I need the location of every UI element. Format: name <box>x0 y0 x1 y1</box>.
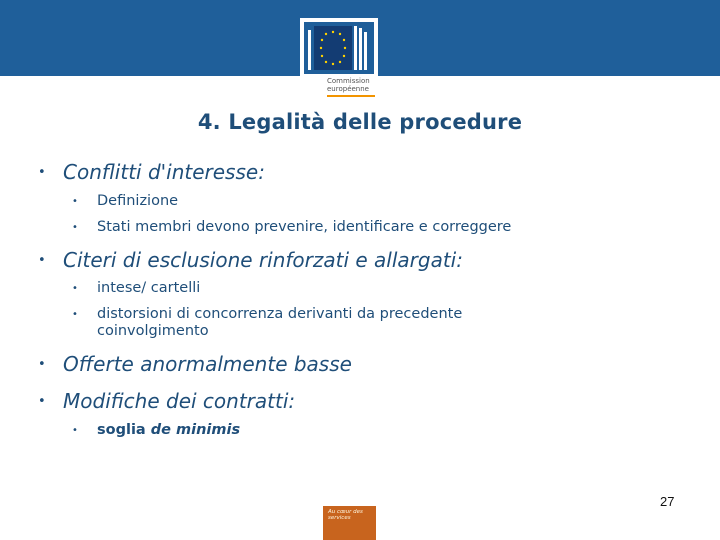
bullet-offerte: Offerte anormalmente basse <box>63 352 352 376</box>
bullet-modifiche: Modifiche dei contratti: <box>63 389 296 413</box>
footer-logo-text <box>328 509 363 521</box>
page-number: 27 <box>660 494 675 509</box>
sub-bullet-definizione: Definizione <box>97 193 179 209</box>
bullet-dot: • <box>38 394 46 409</box>
sub-bullet-intese: intese/ cartelli <box>97 280 201 296</box>
bullet-criteri: Citeri di esclusione rinforzati e allargati: <box>63 248 463 272</box>
soglia-plain: soglia <box>97 422 151 438</box>
logo-accent-line <box>327 95 375 97</box>
sub-bullet-dot: • <box>72 309 78 320</box>
logo-caption-line2: européenne <box>327 85 369 93</box>
sub-bullet-stati-membri: Stati membri devono prevenire, identificare e correggere <box>97 219 512 235</box>
soglia-italic: de minimis <box>150 422 241 438</box>
sub-bullet-dot: • <box>72 222 78 233</box>
sub-bullet-dot: • <box>72 283 78 294</box>
bullet-conflitti: Conflitti d'interesse: <box>63 160 265 184</box>
logo-caption <box>327 77 370 93</box>
footer-logo-line1: Au cœur des <box>328 509 363 515</box>
bullet-dot: • <box>38 165 46 180</box>
sub-bullet-soglia <box>97 422 240 439</box>
sub-bullet-dot: • <box>72 196 78 207</box>
slide-title: 4. Legalità delle procedure <box>197 110 523 134</box>
sub-bullet-dot: • <box>72 425 78 436</box>
sub-bullet-distorsioni: distorsioni di concorrenza derivanti da precedente coinvolgimento <box>97 306 463 339</box>
logo-caption-line1: Commission <box>327 77 370 85</box>
bullet-dot: • <box>38 357 46 372</box>
footer-logo-line2: services <box>328 515 351 521</box>
bullet-dot: • <box>38 253 46 268</box>
